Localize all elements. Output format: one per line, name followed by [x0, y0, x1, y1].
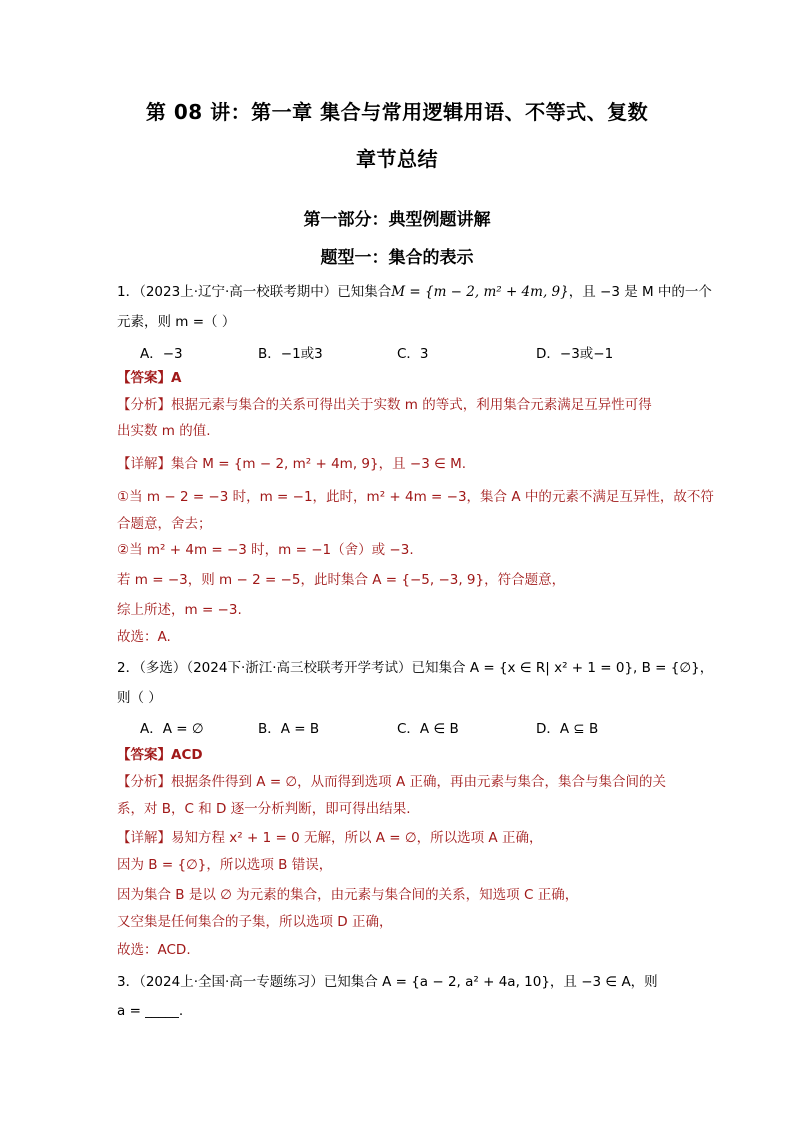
q2-conclusion: 故选：ACD.: [117, 942, 191, 958]
q2-detail-line2: 因为 B = {∅}，所以选项 B 错误，: [117, 857, 333, 873]
q2-stem-line1: 2．（多选）（2024下·浙江·高三校联考开学考试）已知集合 A = {x ∈ R| x² + 1 = 0}, B = {∅}，: [117, 660, 714, 676]
part-heading: 第一部分：典型例题讲解: [303, 210, 491, 230]
q1-stem-line1: [117, 283, 712, 301]
q1-detail-line2: ①当 m − 2 = −3 时，m = −1，此时，m² + 4m = −3，集合 A 中的元素不满足互异性，故不符: [117, 489, 714, 505]
q1-answer: 【答案】A: [117, 370, 182, 386]
q1-detail-line6: 综上所述，m = −3.: [117, 602, 242, 618]
q1-conclusion: 故选：A.: [117, 629, 171, 645]
q1-stem-line2: 元素，则 m =（ ）: [117, 314, 236, 330]
q1-option-d: D．−3或−1: [536, 346, 614, 362]
q2-detail-line1: 【详解】易知方程 x² + 1 = 0 无解，所以 A = ∅，所以选项 A 正确，: [117, 830, 543, 846]
doc-title-line2: 章节总结: [356, 147, 438, 171]
section-heading: 题型一：集合的表示: [320, 248, 474, 268]
q1-option-a: A．−3: [140, 346, 183, 362]
q2-option-d: D．A ⊆ B: [536, 721, 599, 737]
q2-option-b: B．A = B: [258, 721, 320, 737]
q1-option-b: B．−1或3: [258, 346, 323, 362]
q3-stem-line1: 3．（2024上·全国·高一专题练习）已知集合 A = {a − 2, a² + 4a, 10}，且 −3 ∈ A，则: [117, 974, 658, 990]
q2-analysis-line2: 系，对 B，C 和 D 逐一分析判断，即可得出结果.: [117, 801, 411, 817]
q2-stem-line2: 则（ ）: [117, 690, 162, 706]
q1-detail-line1: 【详解】集合 M = {m − 2, m² + 4m, 9}，且 −3 ∈ M.: [117, 456, 467, 472]
q2-answer: 【答案】ACD: [117, 747, 203, 763]
q2-analysis-line1: 【分析】根据条件得到 A = ∅，从而得到选项 A 正确，再由元素与集合，集合与集合间的关: [117, 774, 666, 790]
q3-stem-line2: a = _____.: [117, 1003, 184, 1019]
q1-option-c: C．3: [397, 346, 429, 362]
q2-option-a: A．A = ∅: [140, 721, 204, 737]
q1-set: M = {m − 2, m² + 4m, 9}: [391, 284, 569, 300]
q1-analysis-line2: 出实数 m 的值.: [117, 423, 211, 439]
q1-detail-line5: 若 m = −3，则 m − 2 = −5，此时集合 A = {−5, −3, 9}，符合题意，: [117, 572, 566, 588]
q2-option-c: C．A ∈ B: [397, 721, 459, 737]
q2-detail-line4: 又空集是任何集合的子集，所以选项 D 正确，: [117, 914, 393, 930]
doc-title-line1: 第 08 讲：第一章 集合与常用逻辑用语、不等式、复数: [145, 100, 649, 124]
q1-detail-line4: ②当 m² + 4m = −3 时，m = −1（舍）或 −3.: [117, 542, 414, 558]
q2-detail-line3: 因为集合 B 是以 ∅ 为元素的集合，由元素与集合间的关系，知选项 C 正确，: [117, 887, 579, 903]
q1-detail-line3: 合题意，舍去；: [117, 516, 212, 532]
q1-stem-b: ，且 −3 是 M 中的一个: [568, 284, 712, 300]
q1-stem-a: 1．（2023上·辽宁·高一校联考期中）已知集合: [117, 284, 392, 300]
q1-analysis-line1: 【分析】根据元素与集合的关系可得出关于实数 m 的等式，利用集合元素满足互异性可得: [117, 397, 652, 413]
